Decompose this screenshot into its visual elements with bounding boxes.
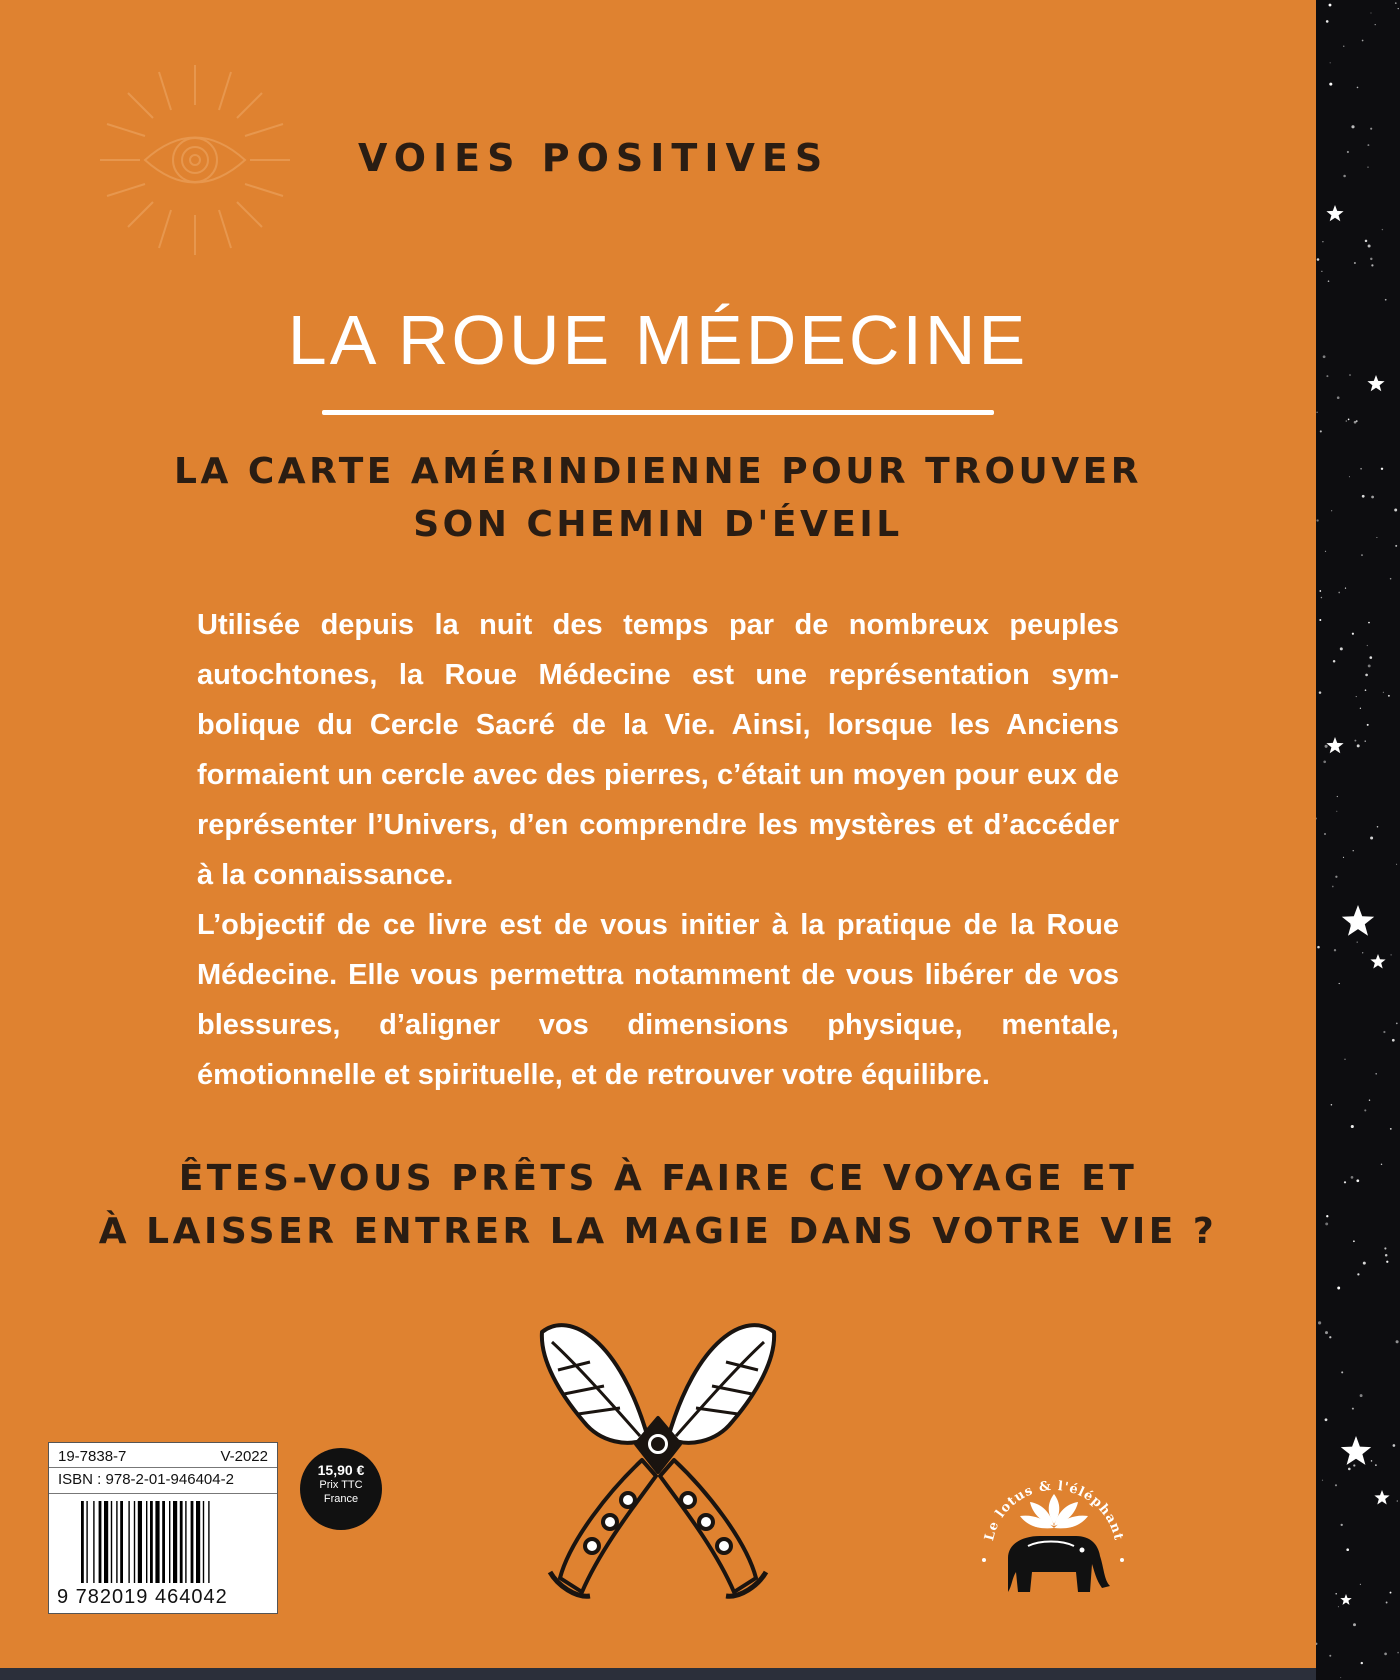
star-dot [1356,696,1357,697]
star-dot [1325,1331,1328,1334]
star-dot [1344,1059,1345,1060]
star-dot [1386,1602,1388,1604]
star-dot [1319,619,1321,621]
star-dot [1338,592,1340,594]
barcode-bar [138,1501,142,1583]
star-dot [1396,864,1397,865]
star-dot [1383,692,1384,693]
star-dot [1382,229,1383,230]
star-dot [1329,83,1332,86]
star-dot [1348,419,1350,421]
barcode-bar [203,1501,204,1583]
book-spine [1316,0,1400,1680]
barcode-bar [134,1501,135,1583]
star-dot [1338,1606,1339,1607]
price-amount: 15,90 € [317,1462,365,1478]
star-dot [1319,691,1322,694]
star-dot [1346,1548,1349,1551]
description [197,600,1119,1100]
star-dot [1385,1254,1388,1257]
star-dot [1397,1500,1399,1502]
star-dot [1337,396,1340,399]
star-dot [1354,421,1357,424]
star-dot [1368,245,1371,248]
barcode-bar [150,1501,153,1583]
barcode-bar [185,1501,186,1583]
star-dot [1365,689,1367,691]
star-dot [1332,886,1334,888]
star-dot [1337,1287,1340,1290]
star-dot [1344,1181,1346,1183]
star-dot [1385,299,1387,301]
star-dot [1326,20,1329,23]
item-code: 19-7838-7 [58,1448,127,1465]
star-icon [1370,954,1385,969]
star-dot [1367,167,1368,168]
star-dot [1352,633,1354,635]
star-dot [1375,24,1376,25]
star-dot [1351,1125,1354,1128]
star-dot [1383,1031,1385,1033]
star-dot [1339,983,1340,984]
star-dot [1316,519,1318,521]
star-dot [1371,496,1374,499]
star-dot [1368,664,1371,667]
barcode-bar [191,1501,194,1583]
star-dot [1369,1099,1370,1100]
star-dot [1322,1480,1323,1481]
star-dot [1321,597,1323,599]
star-dot [1345,588,1346,589]
barcode-bar [180,1501,183,1583]
star-dot [1317,946,1320,949]
star-dot [1364,1109,1366,1111]
star-dot [1329,4,1332,7]
star-dot [1341,1371,1343,1373]
star-dot [1336,811,1337,812]
star-dot [1325,1418,1328,1421]
star-dot [1390,1128,1392,1130]
star-dot [1335,1593,1337,1595]
star-dot [1347,151,1349,153]
star-dot [1335,1484,1337,1486]
star-dot [1346,420,1348,422]
star-dot [1393,1444,1396,1447]
star-dot [1370,128,1372,130]
barcode-bar [208,1501,209,1583]
star-dot [1329,1655,1331,1657]
star-dot [1340,647,1343,650]
star-dot [1371,264,1373,266]
star-dot [1331,1104,1333,1106]
star-dot [1326,375,1328,377]
star-dot [1326,1215,1328,1217]
star-dot [1316,1643,1317,1645]
starfield [1316,0,1400,1680]
star-dot [1337,796,1338,797]
star-dot [1343,175,1346,178]
eye-sun-emblem-icon [95,60,295,260]
star-dot [1371,1460,1373,1462]
star-dot [1335,876,1337,878]
star-dot [1351,1176,1354,1179]
star-dot [1361,1662,1363,1664]
star-dot [1349,476,1350,477]
star-dot [1354,262,1356,264]
book-title: LA ROUE MÉDECINE [287,301,1029,379]
star-icon [1342,905,1374,936]
star-dot [1353,850,1354,851]
star-dot [1325,551,1326,552]
star-dot [1325,745,1328,748]
star-dot [1319,590,1321,592]
barcode [81,1501,271,1583]
star-dot [1356,1179,1359,1182]
star-dot [1365,240,1368,243]
star-dot [1340,1677,1341,1678]
star-dot [1321,271,1322,272]
star-dot [1390,1592,1392,1594]
elephant-lotus-logo-icon [970,1440,1130,1610]
star-dot [1384,1247,1386,1249]
star-dot [1398,8,1399,9]
star-dot [1375,1073,1377,1075]
star-dot [1396,1023,1398,1025]
barcode-bar [196,1501,200,1583]
star-dot [1365,674,1368,677]
star-dot [1361,554,1362,555]
star-icon [1367,375,1384,391]
star-dot [1354,740,1356,742]
barcode-bar [86,1501,87,1583]
star-dot [1353,1240,1355,1242]
star-icon [1340,1594,1351,1605]
star-dot [1322,241,1323,242]
isbn: ISBN : 978-2-01-946404-2 [58,1471,234,1488]
star-dot [1384,1653,1387,1656]
star-dot [1341,1524,1343,1526]
price-note: France [323,1493,359,1505]
star-dot [1377,826,1379,828]
series-title: VOIES POSITIVES [358,136,830,180]
barcode-bar [162,1501,165,1583]
barcode-bar [120,1501,123,1583]
star-dot [1353,1464,1355,1466]
barcode-bar [169,1501,170,1583]
star-dot [1367,724,1369,726]
barcode-bar [104,1501,108,1583]
star-dot [1343,46,1344,47]
code-divider [49,1493,277,1494]
barcode-bar [81,1501,84,1583]
star-dot [1390,578,1392,580]
star-icon [1326,205,1343,221]
star-dot [1318,1321,1321,1324]
book-subtitle [0,445,1316,551]
star-dot [1349,374,1351,376]
star-icon [1374,1490,1389,1505]
star-dot [1388,695,1390,697]
star-dot [1325,1222,1328,1225]
star-dot [1357,941,1358,942]
star-dot [1362,495,1365,498]
star-dot [1386,1261,1388,1263]
code-divider [49,1467,277,1468]
star-dot [1394,509,1397,512]
star-dot [1396,1340,1399,1343]
barcode-digits: 9 782019 464042 [57,1586,228,1608]
barcode-bar [173,1501,177,1583]
star-dot [1348,1468,1351,1471]
star-dot [1381,1164,1382,1165]
star-dot [1370,258,1372,260]
star-dot [1360,468,1362,470]
star-dot [1360,1394,1363,1397]
barcode-bar [155,1501,159,1583]
star-dot [1395,2,1397,4]
star-dot [1357,744,1360,747]
description-paragraph: L’objectif de ce livre est de vous initier à la pratique de la Roue Médecine. Elle vous permettra notamment de vous libérer de vos blessures, d’aligner vos dimensions physique, mentale, émotionnelle et spirituelle, et de retrouver votre équilibre. [197,909,1119,1091]
barcode-bar [111,1501,112,1583]
star-dot [1362,952,1363,953]
star-dot [1343,857,1344,858]
star-dot [1323,760,1326,763]
star-dot [1397,1652,1399,1654]
star-dot [1352,1408,1354,1410]
price-note: Prix TTC [319,1479,363,1491]
tagline-line: ÊTES-VOUS PRÊTS À FAIRE CE VOYAGE ET [178,1158,1138,1199]
publisher-name: Le lotus & l'éléphant [982,1478,1126,1543]
star-dot [1328,280,1330,282]
star-dot [1367,645,1368,646]
star-dot [1365,741,1366,742]
star-dot [1357,1273,1359,1275]
star-dot [1376,537,1377,538]
star-dot [1370,12,1371,13]
star-dot [1368,622,1370,624]
star-dot [1333,660,1336,663]
tagline [0,1152,1316,1258]
crossed-feathers-icon [530,1310,786,1606]
star-dot [1367,144,1369,146]
title-divider [322,410,994,415]
star-dot [1316,412,1317,413]
star-dot [1330,62,1331,63]
price-badge [300,1448,382,1530]
star-dot [1360,1584,1361,1585]
star-icon [1341,1436,1371,1465]
barcode-bar [146,1501,147,1583]
star-dot [1392,1039,1395,1042]
star-dot [1320,430,1322,432]
star-dot [1362,40,1364,42]
star-dot [1329,1336,1331,1338]
subtitle-line: SON CHEMIN D'ÉVEIL [413,504,903,545]
star-dot [1316,818,1317,820]
star-dot [1369,656,1372,659]
bottom-edge [0,1668,1316,1680]
star-dot [1360,708,1361,709]
star-dot [1363,1262,1366,1265]
star-dot [1351,125,1354,128]
tagline-line: À LAISSER ENTRER LA MAGIE DANS VOTRE VIE ? [98,1211,1218,1252]
star-dot [1324,833,1326,835]
star-dot [1375,1464,1377,1466]
star-dot [1357,87,1359,89]
barcode-bar [93,1501,94,1583]
star-dot [1370,837,1373,840]
subtitle-line: LA CARTE AMÉRINDIENNE POUR TROUVER [174,451,1142,492]
description-paragraph: Utilisée depuis la nuit des temps par de nombreux peuples autochtones, la Roue Médecine est une représentation sym- bolique du Cercle Sacré de la Vie. Ainsi, lorsque les Anciens formaient un cercle avec des pierres, c’était un moyen pour eux de représenter l’Univers, d’en comprendre les mystères et d’accéder à la connaissance. [197,609,1119,891]
barcode-label [48,1442,278,1614]
star-dot [1331,510,1332,511]
barcode-bar [128,1501,129,1583]
star-dot [1353,1623,1356,1626]
star-icon [1326,737,1343,753]
edition-version: V-2022 [220,1448,268,1465]
barcode-bar [116,1501,117,1583]
star-dot [1381,468,1383,470]
barcode-bar [99,1501,102,1583]
star-dot [1395,545,1397,547]
star-dot [1391,954,1392,955]
star-dot [1317,258,1320,261]
star-dot [1334,949,1336,951]
star-dot [1323,355,1326,358]
